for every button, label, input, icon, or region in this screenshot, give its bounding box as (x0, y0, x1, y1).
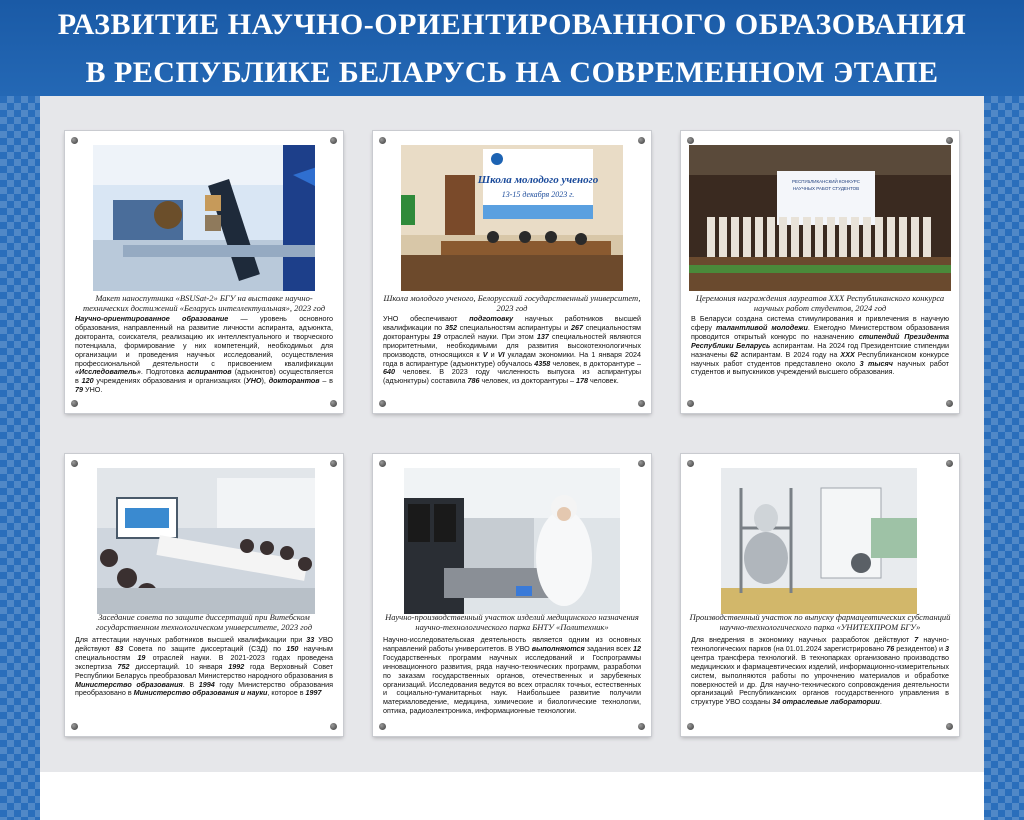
pin-icon (638, 400, 645, 407)
pin-icon (946, 723, 953, 730)
card-caption: Научно-производственный участок изделий медицинского назначения научно-технологического парка БНТУ «Политехник» (385, 612, 639, 632)
young-scientist-school-photo (401, 145, 623, 291)
card-caption: Заседание совета по защите диссертаций при Витебском государственном технологическом университете, 2023 год (96, 612, 312, 632)
pin-icon (71, 137, 78, 144)
satellite-model-photo (93, 145, 315, 291)
card-body: Научно-исследовательская деятельность является одним из основных направлений работы университетов. В УВО выполняются задания всех 12 Государственных программ научных исследований и Госпрограммы инновационного развития, ряда научно-технических программ, разработки по заказам государственных органов, отечественных и зарубежных организаций. Исследования ведутся во всех отраслях точных, естественных и социально-гуманитарных наук. Наибольшее развитие получили материаловедение, медицина, химические и биологические технологии, оптика, радиоэлектроника, информационные технологии. (383, 635, 641, 716)
card-body: Для аттестации научных работников высшей квалификации при 33 УВО действуют 83 Совета по защите диссертаций (СЗД) по 150 научным специальностям 19 отраслей науки. В 2021-2023 годах проведена экспертиза 752 диссертаций. 10 января 1992 года Верховный Совет Республики Беларусь преобразовал Министерство народного образования в Министерство образования. В 1994 году Министерство образования преобразовано в Министерство образования и науки, которое в 1997 (75, 635, 334, 698)
right-ornament (984, 96, 1024, 820)
title-line-1: РАЗВИТИЕ НАУЧНО-ОРИЕНТИРОВАННОГО ОБРАЗОВАНИЯ (57, 8, 967, 41)
pin-icon (638, 460, 645, 467)
pin-icon (379, 460, 386, 467)
pin-icon (71, 460, 78, 467)
pin-icon (687, 460, 694, 467)
dissertation-council-photo (97, 468, 315, 614)
title-line-2: В РЕСПУБЛИКЕ БЕЛАРУСЬ НА СОВРЕМЕННОМ ЭТАПЕ (85, 56, 939, 89)
bottom-strip (40, 772, 984, 820)
pin-icon (379, 400, 386, 407)
pin-icon (687, 137, 694, 144)
pin-icon (71, 400, 78, 407)
card-medical-lab (373, 454, 651, 736)
card-caption: Производственный участок по выпуску фармацевтических субстанций научно-технологического парка «УНИТЕХПРОМ БГУ» (689, 612, 951, 632)
pin-icon (638, 723, 645, 730)
card-body: Научно-ориентированное образование — уровень основного образования, направленный на развитие личности аспиранта, адъюнкта, докторанта, соискателя, реализацию их интеллектуального и творческого потенциала, формирование у них компетенций, необходимых для организации и проведения научных исследований, осуществления профессиональной деятельности с присвоением квалификации «Исследователь». Подготовка аспирантов (адъюнктов) осуществляется в 120 учреждениях образования и организациях (УНО), докторантов – в 79 УНО. (75, 314, 334, 395)
card-caption: Церемония награждения лауреатов XXX Республиканского конкурса научных работ студентов, 2024 год (695, 293, 945, 313)
card-body: В Беларуси создана система стимулирования и привлечения в научную сферу талантливой молодежи. Ежегодно Министерством образования проводится открытый конкурс по назначению стипендий Президента Республики Беларусь аспирантам. На 2024 год Президентские стипендии назначены 62 аспирантам. В 2024 году на XXX Республиканском конкурсе научных работ студентов представлено около 3 тысяч научных работ студентов и выпускников учреждений высшего образования. (691, 314, 949, 377)
left-ornament (0, 96, 40, 820)
pin-icon (687, 400, 694, 407)
header-banner (0, 0, 1024, 96)
pin-icon (330, 137, 337, 144)
pin-icon (946, 137, 953, 144)
card-caption: Школа молодого ученого, Белорусский государственный университет, 2023 год (383, 293, 641, 313)
card-dissertation-council (65, 454, 343, 736)
award-ceremony-photo (689, 145, 951, 291)
pin-icon (638, 137, 645, 144)
card-award-ceremony (681, 131, 959, 413)
medical-lab-photo (404, 468, 620, 614)
svg-text:13-15 декабря 2023 г.: 13-15 декабря 2023 г. (501, 190, 575, 199)
pin-icon (946, 400, 953, 407)
pin-icon (330, 460, 337, 467)
card-caption: Макет наноспутника «BSUSat-2» БГУ на выставке научно-технических достижений «Беларусь интеллектуальная», 2023 год (82, 293, 326, 313)
svg-text:Школа молодого ученого: Школа молодого ученого (477, 174, 599, 186)
pin-icon (946, 460, 953, 467)
card-satellite (65, 131, 343, 413)
card-young-scientist (373, 131, 651, 413)
svg-text:НАУЧНЫХ РАБОТ СТУДЕНТОВ: НАУЧНЫХ РАБОТ СТУДЕНТОВ (792, 186, 860, 191)
pin-icon (330, 723, 337, 730)
pin-icon (71, 723, 78, 730)
pharma-production-photo (721, 468, 917, 614)
svg-text:РЕСПУБЛИКАНСКИЙ КОНКУРС: РЕСПУБЛИКАНСКИЙ КОНКУРС (791, 179, 861, 184)
pin-icon (687, 723, 694, 730)
pin-icon (379, 723, 386, 730)
pin-icon (330, 400, 337, 407)
card-body: УНО обеспечивают подготовку научных работников высшей квалификации по 352 специальностям аспирантуры и 267 специальностям докторантуры 19 отраслей науки. При этом 137 специальностей являются приоритетными, необходимыми для развития высокотехнологичных производств, относящихся к V и VI укладам экономики. На 1 января 2024 года в аспирантуре (адъюнктуре) обучалось 4358 человек, в докторантуре – 640 человек. В 2023 году численность выпуска из аспирантуры (адъюнктуры) составила 786 человек, из докторантуры – 178 человек. (383, 314, 642, 386)
pin-icon (379, 137, 386, 144)
card-pharma-production (681, 454, 959, 736)
card-body: Для внедрения в экономику научных разработок действуют 7 научно-технологических парков (на 01.01.2024 зарегистрировано 76 резидентов) и 3 центра трансфера технологий. В технопарках организовано производство медицинских и фармацевтических изделий, информационно-измерительных систем, выполняются работы по упрочнению материалов и обработке поверхностей и др. Для научно-технического сопровождения деятельности организаций Республиканских органов государственного управления в структуре УВО созданы 34 отраслевые лаборатории. (691, 635, 950, 707)
